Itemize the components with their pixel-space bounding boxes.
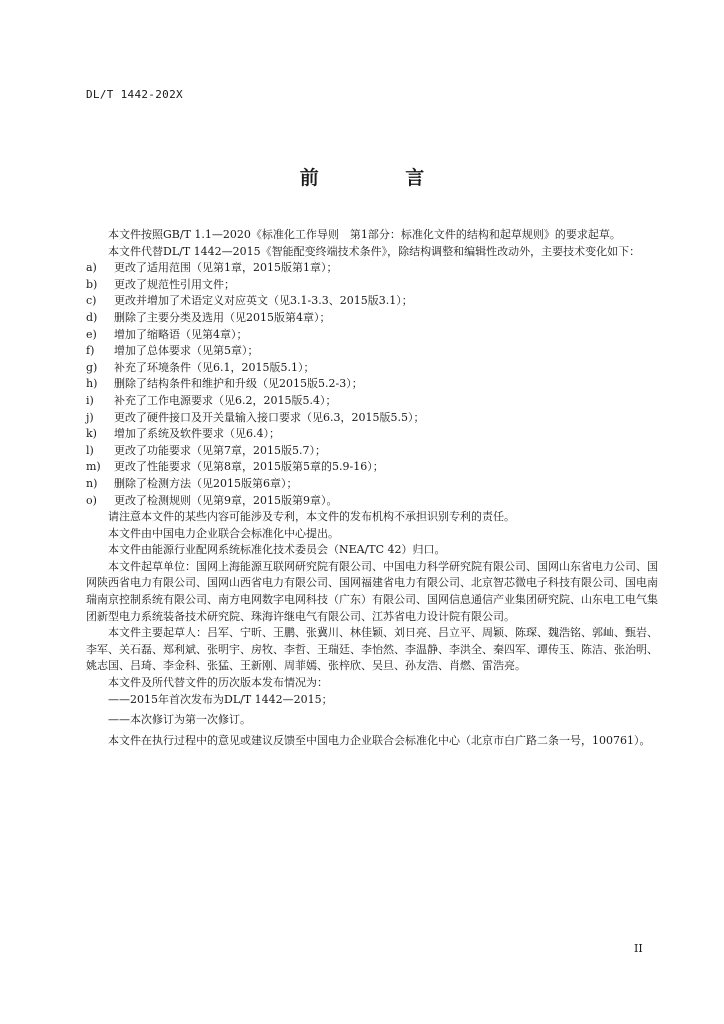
list-item-label: l) (86, 443, 94, 457)
list-item-label: c) (86, 294, 97, 308)
list-item-label: n) (86, 476, 98, 490)
page-title: 前 言 (299, 167, 465, 189)
history-item: ——2015年首次发布为DL/T 1442—2015； (108, 692, 333, 706)
list-item (86, 327, 658, 344)
list-item-label: o) (86, 493, 97, 507)
list-item-label: f) (86, 344, 95, 358)
intro-paragraph-2: 本文件代替DL/T 1442—2015《智能配变终端技术条件》，除结构调整和编辑性改动外，主要技术变化如下： (108, 244, 641, 258)
list-item (86, 459, 658, 476)
list-item-text: 更改了规范性引用文件； (114, 277, 235, 291)
list-item-text: 更改了硬件接口及开关量输入接口要求（见6.3，2015版5.5）； (114, 410, 425, 424)
list-item-label: b) (86, 277, 98, 291)
centralized-statement: 本文件由能源行业配网系统标准化技术委员会（NEA/TC 42）归口。 (108, 543, 446, 557)
list-item-text: 更改了功能要求（见第7章，2015版5.7）； (114, 443, 326, 457)
list-item-text: 更改了性能要求（见第8章，2015版第5章的5.9-16）； (114, 460, 384, 474)
list-item (86, 376, 658, 393)
patent-notice: 请注意本文件的某些内容可能涉及专利，本文件的发布机构不承担识别专利的责任。 (108, 510, 515, 524)
feedback-statement: 本文件在执行过程中的意见或建议反馈至中国电力企业联合会标准化中心（北京市白广路二条一号，100761）。 (108, 733, 651, 747)
list-item (86, 426, 658, 443)
list-item (86, 493, 658, 510)
list-item (86, 393, 658, 410)
list-item (86, 443, 658, 460)
document-code: DL/T 1442-202X (86, 88, 183, 101)
intro-paragraph-1: 本文件按照GB/T 1.1—2020《标准化工作导则 第1部分：标准化文件的结构和起草规则》的要求起草。 (108, 228, 621, 241)
list-item (86, 476, 658, 493)
list-item-text: 增加了缩略语（见第4章）； (114, 327, 248, 341)
list-item (86, 260, 658, 277)
list-item (86, 277, 658, 294)
list-item-label: g) (86, 360, 98, 374)
list-item-text: 更改并增加了术语定义对应英文（见3.1-3.3、2015版3.1）； (114, 294, 413, 308)
list-item-text: 增加了系统及软件要求（见6.4）； (114, 427, 280, 441)
drafting-units: 本文件起草单位：国网上海能源互联网研究院有限公司、中国电力科学研究院有限公司、国网山东省电力公司、国网陕西省电力有限公司、国网山西省电力有限公司、国网福建省电力有限公司、北京智芯微电子科技有限公司、国电南瑞南京控制系统有限公司、南方电网数字电网科技（广东）有限公司、国网信息通信产业集团研究院、山东电工电气集团新型电力系统装备技术研究院、珠海许继电气有限公司、江苏省电力设计院有限公司。 (86, 559, 658, 623)
list-item-text: 删除了检测方法（见2015版第6章）； (114, 476, 298, 490)
history-intro: 本文件及所代替文件的历次版本发布情况为： (108, 676, 328, 690)
page-number: II (634, 942, 643, 955)
history-item: ——本次修订为第一次修订。 (108, 713, 251, 727)
list-item-label: e) (86, 327, 97, 341)
list-item-text: 删除了结构条件和维护和升级（见2015版5.2-3）； (114, 377, 363, 391)
list-item-label: h) (86, 377, 98, 391)
list-item-text: 删除了主要分类及选用（见2015版第4章）； (114, 310, 331, 324)
list-item-label: j) (86, 410, 94, 424)
list-item-label: k) (86, 427, 97, 441)
change-list (86, 260, 658, 509)
list-item-text: 补充了环境条件（见6.1，2015版5.1）； (114, 360, 315, 374)
list-item (86, 293, 658, 310)
drafters: 本文件主要起草人：吕军、宁昕、王鹏、张冀川、林佳颖、刘日亮、吕立平、周颖、陈琛、魏浩铭、郭屾、甄岩、李军、关石磊、郑利斌、张明宇、房牧、李哲、王瑞廷、李怡然、李温静、李洪全、秦四军、谭传玉、陈洁、张治明、姚志国、吕琦、李金科、张猛、王新刚、周菲嫣、张梓欣、吴旦、孙友浩、肖燃、雷浩亮。 (86, 626, 658, 673)
list-item-text: 补充了工作电源要求（见6.2，2015版5.4）； (114, 393, 337, 407)
list-item (86, 343, 658, 360)
preface-body (86, 227, 658, 749)
list-item (86, 360, 658, 377)
list-item-text: 更改了适用范围（见第1章，2015版第1章）； (114, 261, 338, 275)
list-item-label: a) (86, 261, 97, 275)
list-item-label: d) (86, 310, 98, 324)
list-item (86, 310, 658, 327)
proposer-statement: 本文件由中国电力企业联合会标准化中心提出。 (108, 526, 339, 540)
list-item-text: 更改了检测规则（见第9章，2015版第9章）。 (114, 493, 338, 507)
list-item-label: i) (86, 393, 94, 407)
list-item-label: m) (86, 460, 101, 474)
list-item-text: 增加了总体要求（见第5章）； (114, 344, 259, 358)
list-item (86, 410, 658, 427)
